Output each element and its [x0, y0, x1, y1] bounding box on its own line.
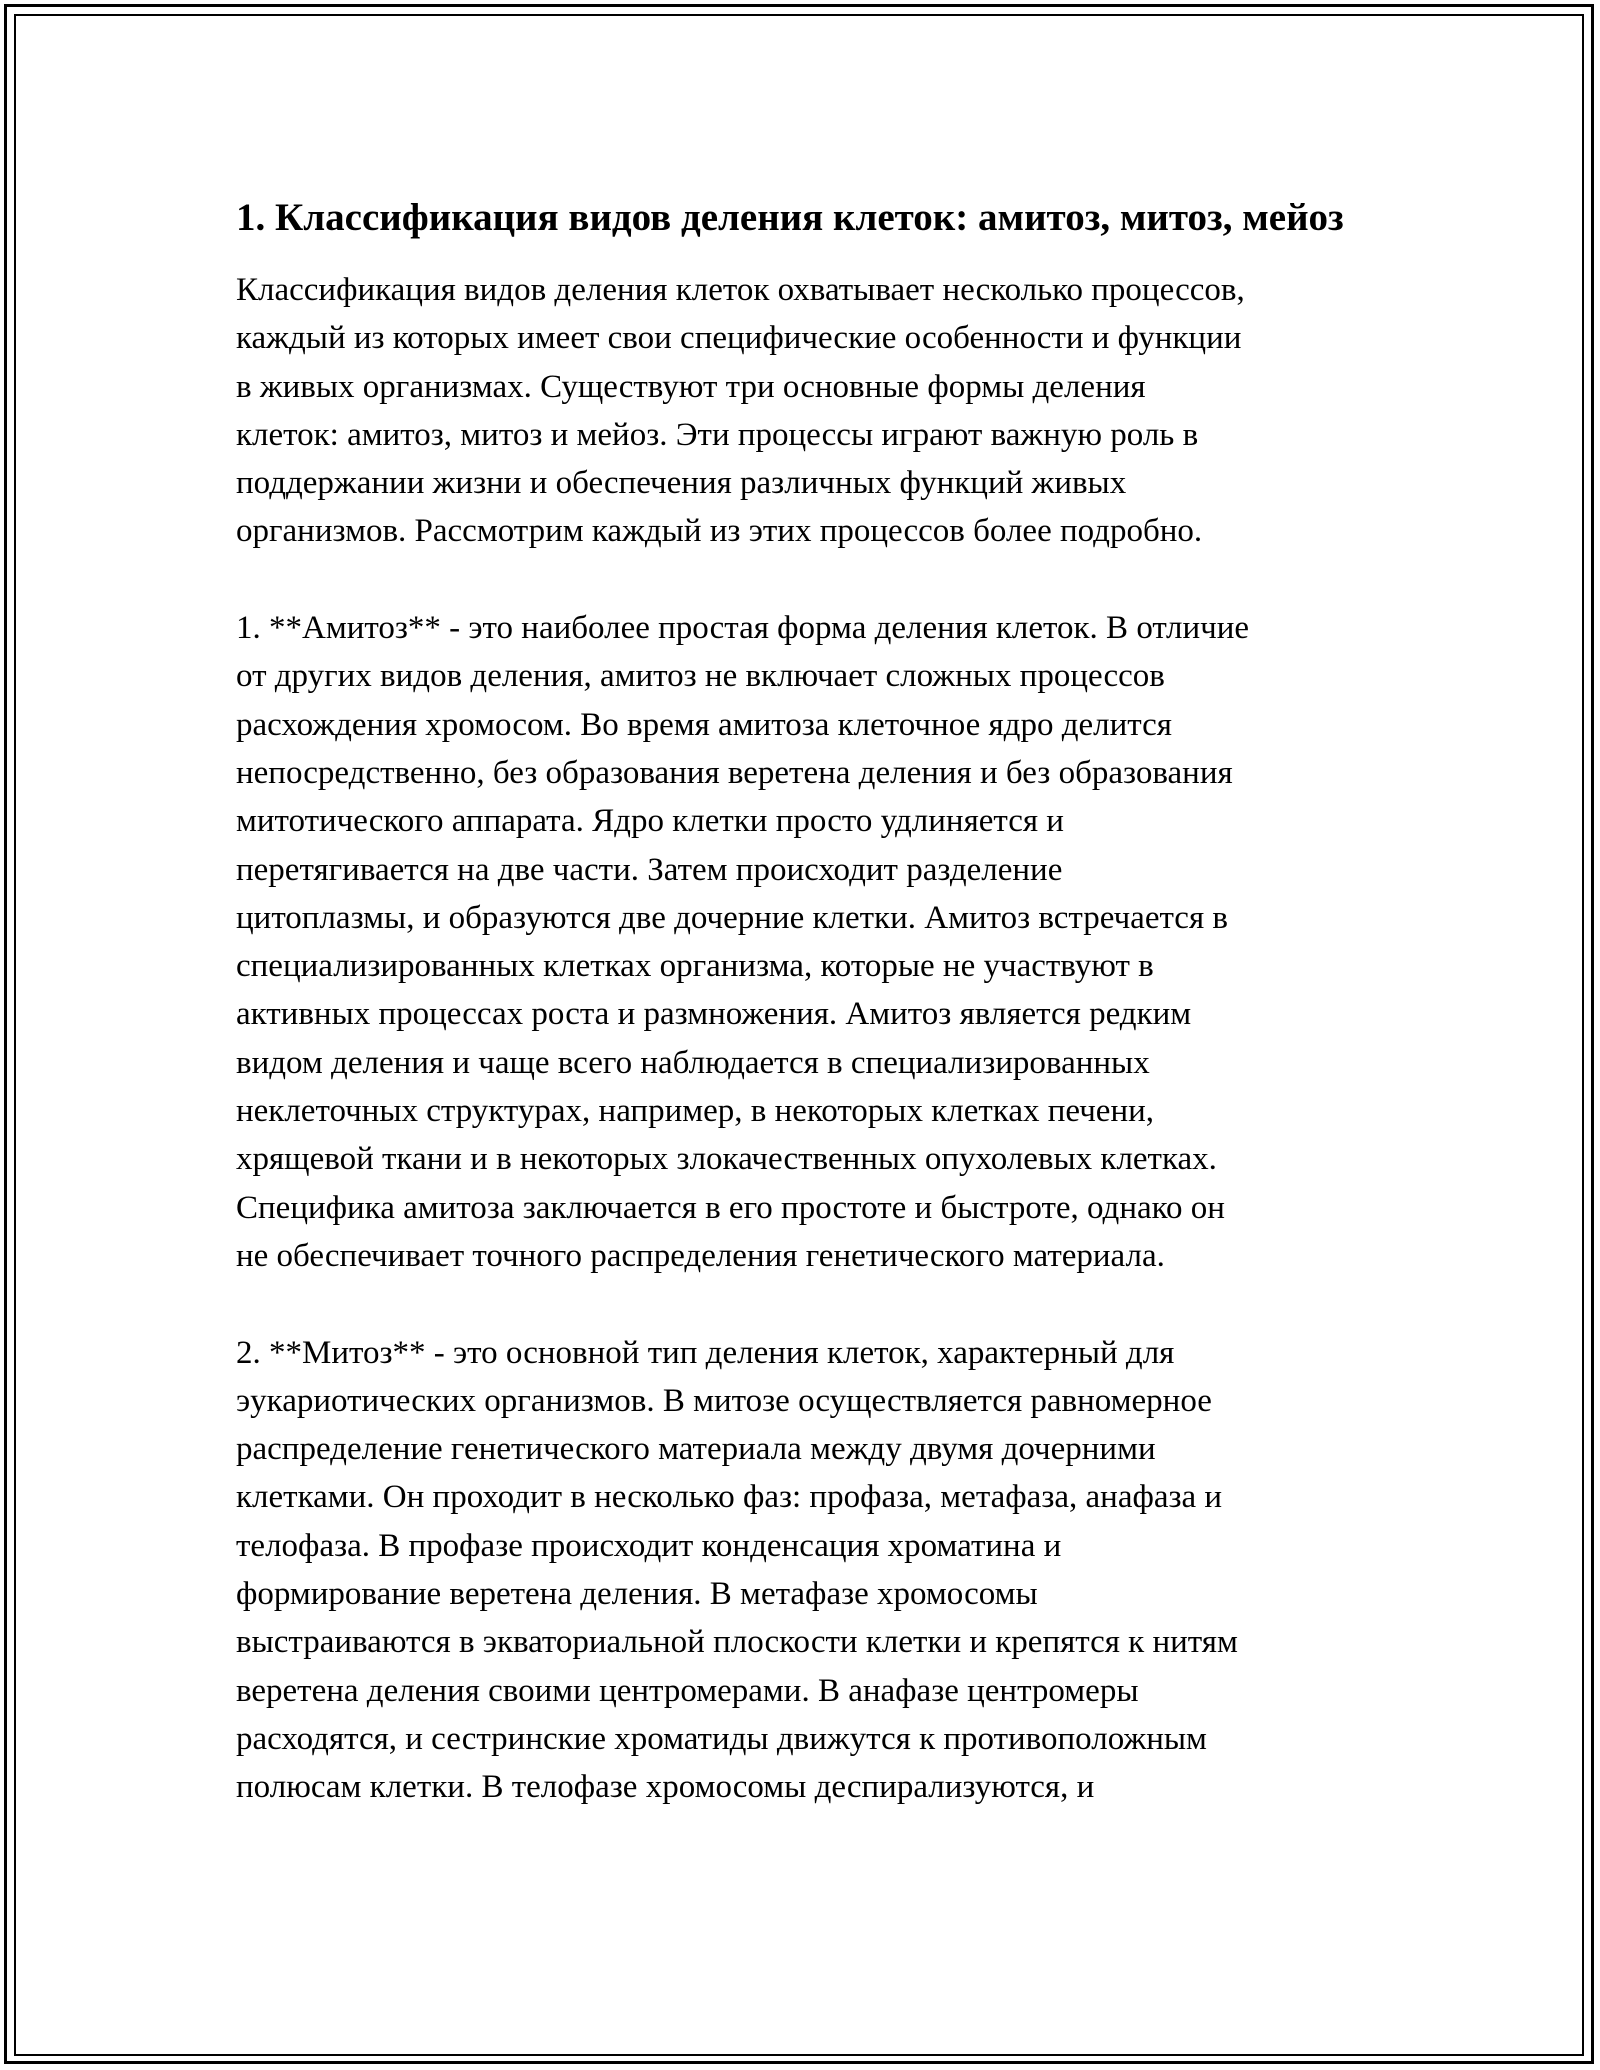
paragraph-mitosis: 2. **Митоз** - это основной тип деления клеток, характерный для эукариотических организмов. В митозе осуществляется равномерное распределение генетического материала между двумя дочерними клетками. Он проходит в несколько фаз: профаза, метафаза, анафаза и телофаза. В профазе происходит конденсация хроматина и формирование веретена деления. В метафазе хромосомы выстраиваются в экваториальной плоскости клетки и крепятся к нитям веретена деления своими центромерами. В анафазе центромеры расходятся, и сестринские хроматиды движутся к противоположным полюсам клетки. В телофазе хромосомы деспирализуются, и — [236, 1334, 1238, 1806]
paragraph-intro: Классификация видов деления клеток охватывает несколько процессов, каждый из которых имеет свои специфические особенности и функции в живых организмах. Существуют три основные формы деления клеток: амитоз, митоз и мейоз. Эти процессы играют важную роль в поддержании жизни и обеспечения различных функций живых организмов. Рассмотрим каждый из этих процессов более подробно. — [236, 272, 1245, 550]
document-body — [236, 186, 1376, 1812]
section-heading: 1. Классификация видов деления клеток: амитоз, митоз, мейоз — [236, 196, 1344, 239]
paragraph-amitosis: 1. **Амитоз** - это наиболее простая форма деления клеток. В отличие от других видов деления, амитоз не включает сложных процессов расхождения хромосом. Во время амитоза клеточное ядро делится непосредственно, без образования веретена деления и без образования митотического аппарата. Ядро клетки просто удлиняется и перетягивается на две части. Затем происходит разделение цитоплазмы, и образуются две дочерние клетки. Амитоз встречается в специализированных клетках организма, которые не участвуют в активных процессах роста и размножения. Амитоз является редким видом деления и чаще всего наблюдается в специализированных неклеточных структурах, например, в некоторых клетках печени, хрящевой ткани и в некоторых злокачественных опухолевых клетках. Специфика амитоза заключается в его простоте и быстроте, однако он не обеспечивает точного распределения генетического материала. — [236, 610, 1250, 1274]
